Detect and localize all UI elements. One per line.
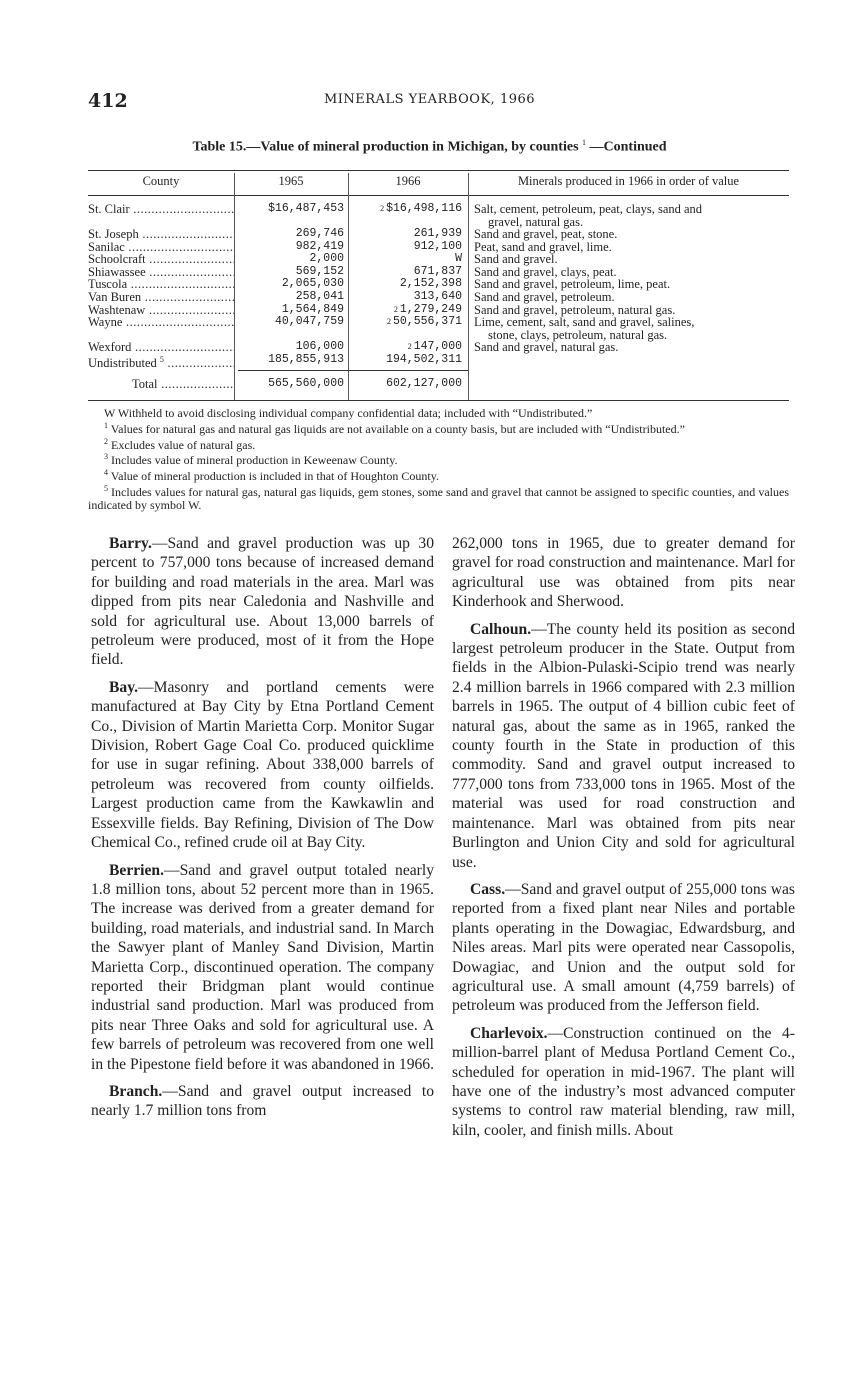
footnote-mark: W	[104, 406, 116, 420]
paragraph-text: —The county held its position as second largest petroleum producer in the State. Output from fields in the Albion-Pulaski-Scipio trend was nearly 2.4 million barrels in 1966 compared with 2.3 million barrels in 1965. The output of 4 billion cubic feet of natural gas, about the same as in 1965, ranked the county fourth in the State in production of this commodity. Sand and gravel output increased to 777,000 tons from 733,000 tons in 1965. Most of the material was used for road construction and maintenance. Marl was obtained from pits near Burlington and Union City and sold for agricultural use.	[452, 620, 795, 871]
county-label: Undistributed	[88, 356, 157, 370]
paragraph-text: —Sand and gravel output totaled nearly 1.8 million tons, about 52 percent more than in 1965. The increase was derived from a greater demand for building, road materials, and industrial sand. In March the Sawyer plant of Manley Sand Division, Martin Marietta Corp., discontinued operation. The company reported their Bridgman plant would continue industrial sand production. Marl was produced from pits near Three Oaks and sold for agricultural use. A few barrels of petroleum was recovered from one well in the Pipestone field before it was abandoned in 1966.	[91, 861, 434, 1073]
county-paragraph-barry	[91, 534, 434, 670]
table-footnotes	[88, 407, 789, 512]
county-name: Van Buren .....	[88, 291, 234, 304]
county-paragraph-bay	[91, 678, 434, 853]
county-paragraph-cass	[452, 880, 795, 1016]
footnote	[88, 436, 789, 452]
paragraph-lead: Calhoun.	[470, 620, 532, 638]
header-1966: 1966	[395, 174, 421, 188]
value-1966-amount: 671,837	[413, 264, 462, 278]
footnote-text: Values for natural gas and natural gas liquids are not available on a county basis, but are included with “Undistributed.”	[108, 421, 685, 436]
value-1965: 2,065,030	[281, 277, 344, 291]
county-name: Shiawassee .....	[88, 266, 234, 279]
value-1965: 1,564,849	[281, 302, 344, 316]
header-1965: 1965	[278, 174, 304, 188]
table-title-text: Table 15.—Value of mineral production in Michigan, by counties	[192, 139, 579, 155]
value-1965: 106,000	[295, 340, 344, 354]
value-1966	[358, 241, 462, 254]
footnote-mark: 5	[104, 483, 108, 493]
paragraph-text: —Construction continued on the 4-million-barrel plant of Medusa Portland Cement Co., scheduled for operation in mid-1967. The plant will have one of the industry’s most advanced computer systems to control raw material blending, raw mill, kiln, cooler, and finish mills. About	[452, 1024, 795, 1139]
value-1966-amount: 2,152,398	[399, 277, 462, 291]
footnote-mark: 2	[407, 342, 412, 352]
paragraph-lead: Barry.	[109, 535, 152, 552]
paragraph-lead: Berrien.	[109, 861, 164, 879]
county-name: Wayne .....	[88, 316, 234, 329]
minerals-list: Sand and gravel, natural gas.	[474, 340, 619, 355]
value-1966-amount: 50,556,371	[392, 315, 462, 329]
footnote-text: Includes value of mineral production in Keweenaw County.	[108, 453, 398, 468]
header-county: County	[142, 174, 180, 188]
county-name: St. Joseph .....	[88, 228, 234, 241]
footnote-mark: 1	[104, 420, 108, 430]
total-1965: 565,560,000	[268, 377, 344, 390]
county-paragraph-branch	[91, 1082, 434, 1121]
value-1965: $16,487,453	[268, 202, 344, 215]
county-name	[88, 354, 234, 370]
county-paragraph-branch-cont	[452, 534, 795, 612]
footnote-mark: 3	[104, 452, 108, 462]
footnote-text: Includes values for natural gas, natural gas liquids, gem stones, some sand and gravel that cannot be assigned to specific counties, and values indicated by symbol W.	[88, 484, 789, 512]
table-title-note: 1	[582, 138, 587, 147]
minerals-list: Peat, sand and gravel, lime.	[474, 239, 612, 254]
left-column	[91, 534, 434, 1129]
county-name: Washtenaw .....	[88, 304, 234, 317]
minerals-list: Sand and gravel, petroleum, natural gas.	[474, 302, 676, 317]
county-paragraph-berrien	[91, 861, 434, 1074]
column-separator	[348, 173, 349, 400]
value-1966-amount: 147,000	[413, 340, 462, 354]
footnote-mark: 2	[104, 436, 108, 446]
total-rule	[238, 370, 468, 371]
paragraph-lead: Branch.	[109, 1082, 163, 1100]
value-1965: 185,855,913	[268, 353, 344, 366]
running-title: MINERALS YEARBOOK, 1966	[323, 92, 536, 107]
minerals-list	[474, 203, 789, 228]
footnote	[88, 420, 789, 436]
footnote-mark: 5	[159, 355, 164, 364]
value-1966-amount: W	[455, 252, 462, 266]
county-name: St. Clair .....	[88, 203, 234, 216]
footnote-text: Withheld to avoid disclosing individual company confidential data; included with “Undistributed.”	[115, 406, 593, 420]
value-1965: 258,041	[295, 290, 344, 303]
value-1966	[358, 316, 462, 329]
paragraph-lead: Charlevoix.	[470, 1024, 548, 1042]
footnote	[88, 451, 789, 467]
footnote-mark: 2	[380, 204, 385, 213]
paragraph-lead: Cass.	[470, 880, 506, 898]
page-number: 412	[88, 90, 128, 112]
minerals-list	[474, 316, 789, 341]
value-1966-amount: 261,939	[413, 227, 462, 240]
value-1966-amount: $16,498,116	[386, 202, 462, 215]
minerals-text-cont: gravel, natural gas.	[488, 214, 584, 229]
value-1966	[358, 354, 462, 367]
footnote	[88, 483, 789, 512]
footnote-text: Value of mineral production is included in that of Houghton County.	[108, 469, 439, 484]
minerals-text: Salt, cement, petroleum, peat, clays, sand and	[474, 202, 703, 216]
table-title	[0, 138, 859, 156]
table-top-rule	[88, 170, 789, 171]
value-1966-amount: 313,640	[413, 290, 462, 303]
footnote-mark: 2	[393, 304, 398, 314]
minerals-list: Sand and gravel, petroleum, lime, peat.	[474, 277, 671, 292]
county-name: Sanilac .....	[88, 241, 234, 254]
paragraph-lead: Bay.	[109, 678, 139, 696]
county-name: Tuscola .....	[88, 278, 234, 291]
right-column	[452, 534, 795, 1148]
value-1965: 40,047,759	[274, 315, 344, 329]
value-1966-amount: 194,502,311	[386, 353, 462, 366]
minerals-list: Sand and gravel.	[474, 252, 558, 267]
minerals-list: Sand and gravel, clays, peat.	[474, 264, 617, 279]
paragraph-text: —Sand and gravel production was up 30 percent to 757,000 tons because of increased demand for building and road materials in the area. Marl was dipped from pits near Caledonia and Nashville and sold for agricultural use. About 13,000 barrels of petroleum were produced, most of it from the Hope field.	[91, 535, 434, 669]
minerals-list: Sand and gravel, peat, stone.	[474, 227, 618, 241]
total-label: Total .....	[88, 378, 234, 391]
county-name: Wexford .....	[88, 341, 234, 354]
minerals-list: Sand and gravel, petroleum.	[474, 290, 615, 304]
county-name: Schoolcraft .....	[88, 253, 234, 266]
header-minerals: Minerals produced in 1966 in order of value	[517, 174, 740, 188]
value-1966-amount: 912,100	[413, 239, 462, 253]
table-bottom-rule	[88, 400, 789, 401]
table-title-suffix: —Continued	[589, 139, 667, 155]
county-paragraph-calhoun	[452, 620, 795, 872]
paragraph-text: —Masonry and portland cements were manufactured at Bay City by Etna Portland Cement Co., Division of Martin Marietta Corp. Monitor Sugar Division, Robert Gage Coal Co. produced quicklime for use in sugar refining. About 338,000 barrels of petroleum was recovered from county oilfields. Largest production came from the Kawkawlin and Essexville fields. Bay Refining, Division of The Dow Chemical Co., refined crude oil at Bay City.	[91, 678, 434, 852]
value-1965: 982,419	[295, 239, 344, 253]
footnote-mark: 4	[104, 468, 108, 478]
paragraph-text: —Sand and gravel output increased to nearly 1.7 million tons from	[91, 1082, 434, 1120]
footnote-text: Excludes value of natural gas.	[108, 437, 256, 452]
table-header-rule	[88, 195, 789, 196]
footnote	[88, 467, 789, 483]
column-separator	[468, 173, 469, 400]
value-1965: 569,152	[295, 264, 344, 278]
value-1965: 2,000	[309, 252, 344, 266]
paragraph-text: 262,000 tons in 1965, due to greater demand for gravel for road construction and maintenance. Marl for agricultural use was obtained from pits near Kinderhook and Sherwood.	[452, 535, 795, 611]
column-separator	[234, 173, 235, 400]
value-1965: 269,746	[295, 227, 344, 240]
footnote-mark: 2	[386, 317, 391, 327]
minerals-text-cont: stone, clays, petroleum, natural gas.	[488, 327, 668, 342]
value-1966-amount: 1,279,249	[399, 302, 462, 316]
minerals-text: Lime, cement, salt, sand and gravel, salines,	[474, 315, 695, 330]
footnote	[88, 407, 789, 420]
total-1966: 602,127,000	[386, 377, 462, 390]
paragraph-text: —Sand and gravel output of 255,000 tons was reported from a fixed plant near Niles and portable plants operating in the Dowagiac, Edwardsburg, and Niles areas. Marl pits were operated near Cassopolis, Dowagiac, and Union and the output sold for agricultural use. A small amount (4,759 barrels) of petroleum was produced from the Jefferson field.	[452, 880, 795, 1015]
value-1966	[358, 203, 462, 216]
county-paragraph-charlevoix	[452, 1024, 795, 1140]
